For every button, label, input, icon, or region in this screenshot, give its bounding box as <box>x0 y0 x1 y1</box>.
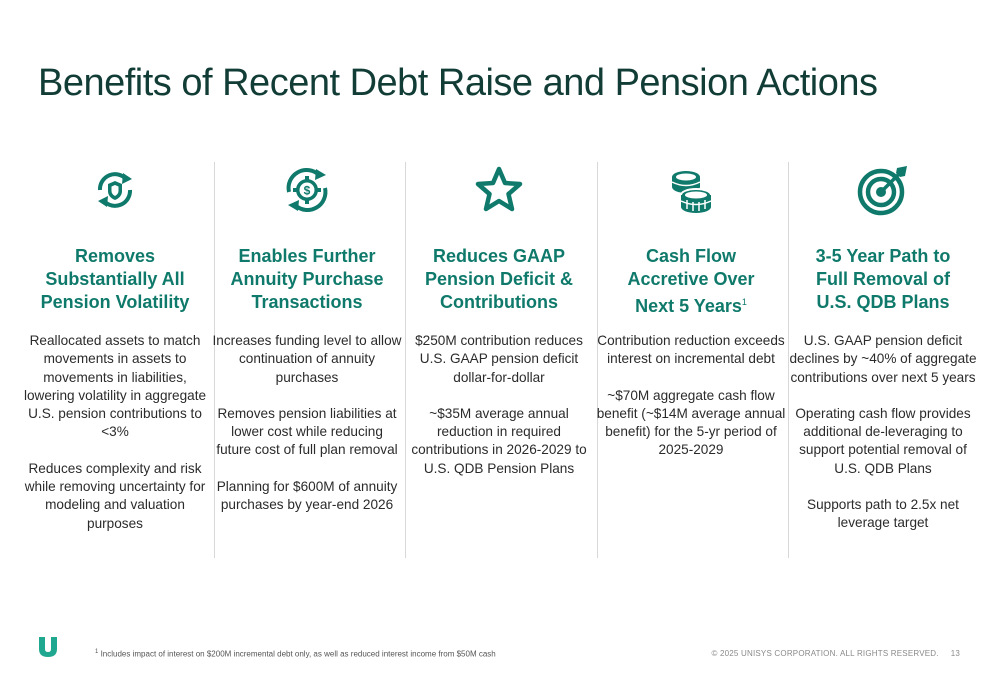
benefit-heading: Enables Further Annuity Purchase Transactions <box>230 246 384 312</box>
benefit-paragraph: Contribution reduction exceeds interest on incremental debt <box>597 333 785 367</box>
benefit-heading: 3-5 Year Path to Full Removal of U.S. QDB Plans <box>815 246 951 312</box>
benefit-paragraph: Removes pension liabilities at lower cost while reducing future cost of full plan removal <box>216 405 398 458</box>
benefit-paragraph: ~$70M aggregate cash flow benefit (~$14M average annual benefit) for the 5-yr period of 2025-2029 <box>596 387 786 458</box>
coins-icon <box>663 162 719 218</box>
benefit-body <box>212 332 402 532</box>
page-number: 13 <box>950 649 960 658</box>
benefit-body <box>20 332 210 551</box>
footnote-text: Includes impact of interest on $200M incremental debt only, as well as reduced interest income from $50M cash <box>100 649 496 659</box>
benefit-column-gaap <box>404 150 594 570</box>
benefit-column-annuity <box>212 150 402 570</box>
footnote-marker: 1 <box>741 297 747 307</box>
benefit-paragraph: Operating cash flow provides additional de-leveraging to support potential removal of U.S. QDB Plans <box>795 405 971 476</box>
shield-cycle-icon <box>87 162 143 218</box>
benefit-paragraph: Reallocated assets to match movements in assets to movements in liabilities, lowering volatility in aggregate U.S. pension contributions to <3% <box>23 333 207 440</box>
unisys-logo <box>38 636 58 658</box>
benefit-paragraph: Increases funding level to allow continuation of annuity purchases <box>212 333 402 385</box>
footnote <box>95 649 496 659</box>
footer <box>711 649 960 658</box>
benefit-paragraph: Supports path to 2.5x net leverage target <box>807 497 959 531</box>
benefit-heading: Removes Substantially All Pension Volatility <box>40 246 190 312</box>
benefit-body <box>788 332 978 551</box>
star-icon <box>471 162 527 218</box>
benefit-column-volatility <box>20 150 210 570</box>
dollar-gear-icon <box>279 162 335 218</box>
target-icon <box>855 162 911 218</box>
benefit-heading: Cash Flow Accretive Over Next 5 Years$^1$ <box>627 246 755 316</box>
benefit-paragraph: Reduces complexity and risk while removing uncertainty for modeling and valuation purposes <box>24 460 206 531</box>
benefit-body <box>404 332 594 496</box>
benefit-column-cash-flow <box>596 150 786 570</box>
benefit-paragraph: $250M contribution reduces U.S. GAAP pension deficit dollar-for-dollar <box>415 333 583 385</box>
page-title: Benefits of Recent Debt Raise and Pension Actions <box>38 62 878 104</box>
benefits-columns <box>20 150 980 570</box>
benefit-heading: Reduces GAAP Pension Deficit & Contributions <box>424 246 574 312</box>
benefit-paragraph: U.S. GAAP pension deficit declines by ~40% of aggregate contributions over next 5 years <box>789 333 977 385</box>
svg-text:$: $ <box>303 183 311 198</box>
footnote-marker: 1 <box>95 649 99 655</box>
benefit-paragraph: Planning for $600M of annuity purchases by year-end 2026 <box>216 478 398 513</box>
benefit-body <box>596 332 786 478</box>
benefit-paragraph: ~$35M average annual reduction in required contributions in 2026-2029 to U.S. QDB Pension Plans <box>411 405 587 476</box>
benefit-column-path <box>788 150 978 570</box>
copyright-text: © 2025 UNISYS CORPORATION. ALL RIGHTS RESERVED. <box>711 649 939 658</box>
